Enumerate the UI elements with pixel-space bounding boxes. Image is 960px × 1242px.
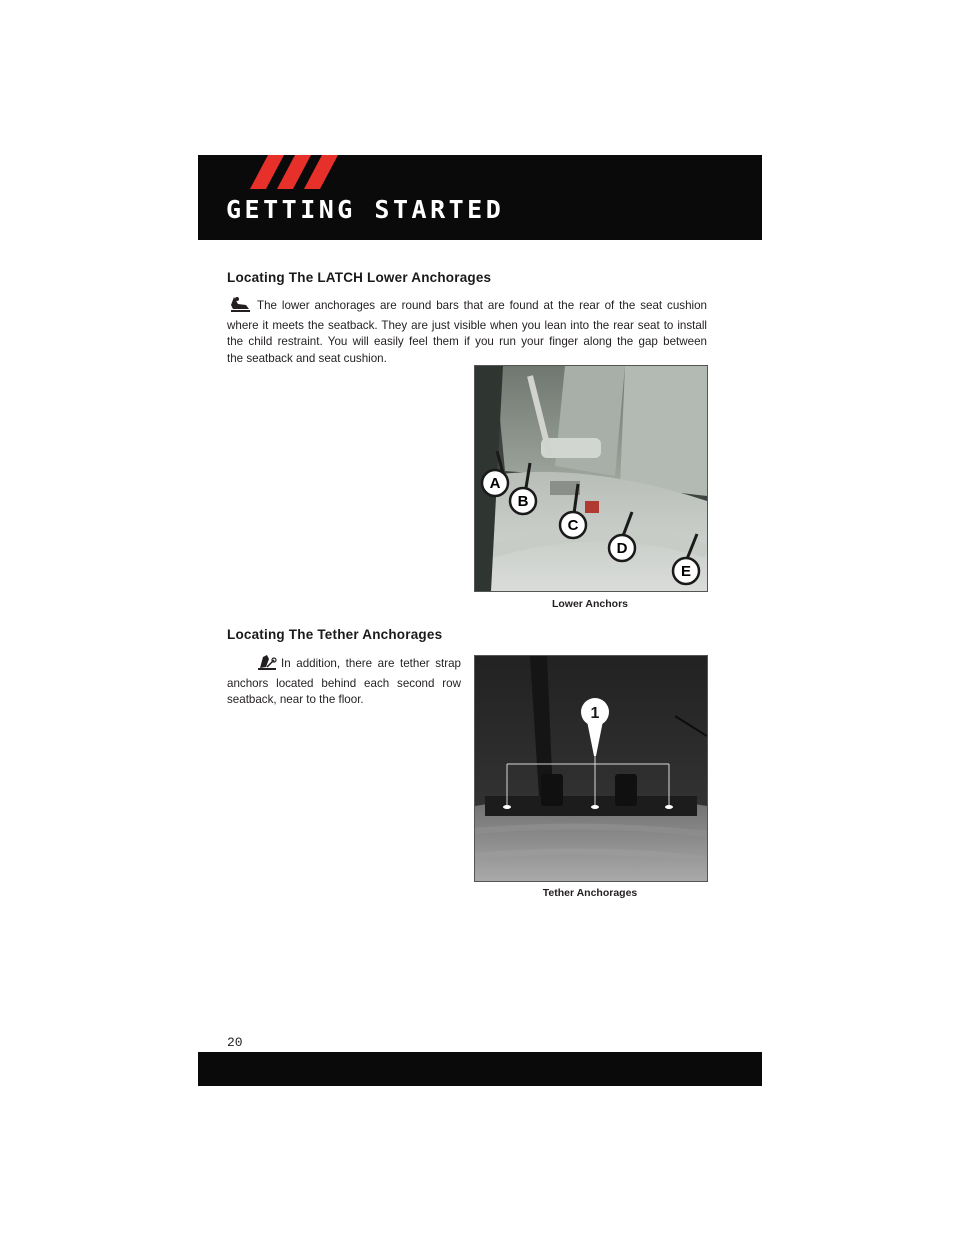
callout-c: C [567, 517, 579, 534]
child-seat-tether-icon [257, 654, 277, 676]
page-number: 20 [227, 1035, 243, 1050]
latch-paragraph: The lower anchorages are round bars that are found at the rear of the seat cushion where it meets the seatback. They are just visible when you lean into the rear seat to install the child restraint. You will easily feel them if you run your finger along the gap between the seatback and seat cushion. [227, 296, 707, 367]
lower-anchors-photo [474, 365, 708, 592]
section-header-band [198, 155, 762, 240]
callout-1: 1 [590, 705, 600, 722]
tether-paragraph: In addition, there are tether strap anchors located behind each second row seatback, near to the floor. [227, 654, 461, 709]
callout-b: B [517, 493, 529, 510]
child-seat-lower-anchor-icon [229, 296, 253, 318]
tether-anchorages-photo [474, 655, 708, 882]
footer-band [198, 1052, 762, 1086]
callout-e: E [680, 563, 692, 580]
tether-anchorages-caption: Tether Anchorages [542, 887, 638, 899]
callout-d: D [616, 540, 628, 557]
section-title: GETTING STARTED [226, 195, 505, 224]
tether-heading: Locating The Tether Anchorages [227, 627, 443, 642]
lower-anchors-caption: Lower Anchors [551, 598, 629, 610]
callout-a: A [489, 475, 501, 492]
latch-heading: Locating The LATCH Lower Anchorages [227, 270, 492, 285]
brand-stripes-logo [250, 155, 342, 189]
